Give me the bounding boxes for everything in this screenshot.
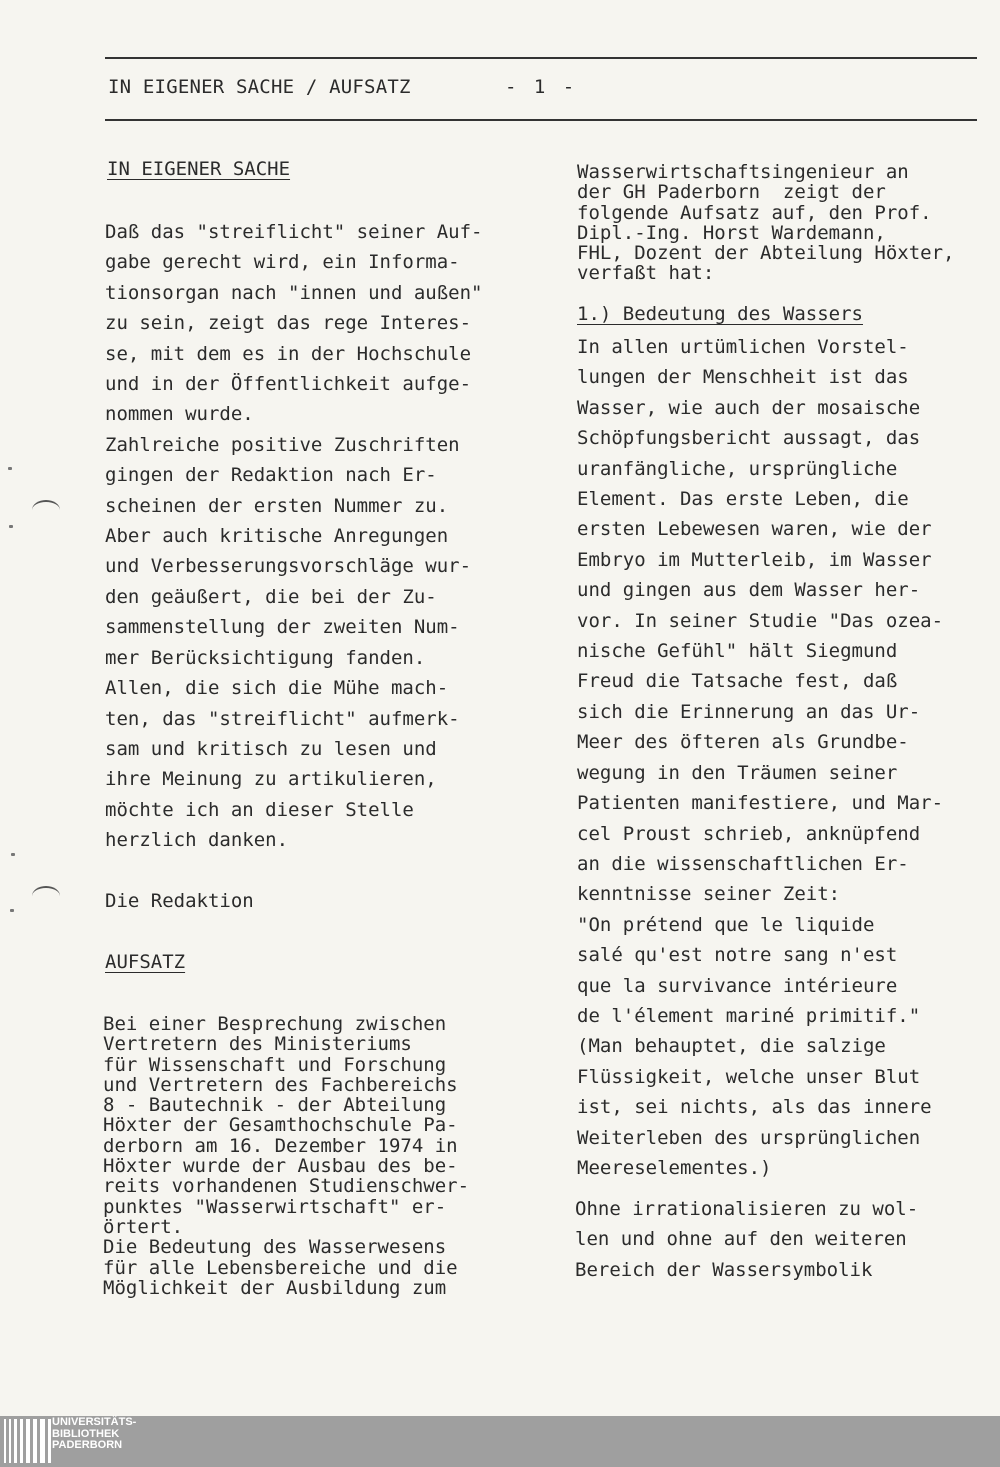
article-closing: Ohne irrationalisieren zu wol- len und ohne auf den weiteren Bereich der Wassersymbolik <box>575 1198 919 1281</box>
header-rule-top <box>105 57 977 59</box>
punch-hole-upper <box>32 500 60 520</box>
page-number: - 1 - <box>505 76 578 98</box>
punch-hole-lower <box>32 886 60 906</box>
article-subheading: 1.) Bedeutung des Wassers <box>577 303 863 325</box>
signature: Die Redaktion <box>105 890 254 912</box>
section-body-aufsatz: Bei einer Besprechung zwischen Vertretern des Ministeriums für Wissenschaft und Forschung und Vertretern des Fachbereichs 8 - Bautechnik - der Abteilung Höxter der Gesamthochschule Pa- derborn am 16. Dezember 1974 in Höxter wurde der Ausbau des be- reits vorhandenen Studienschwer- punktes "Wasserwirtschaft" er- örtert. Die Bedeutung des Wasserwesens für alle Lebensbereiche und die Möglichkeit der Ausbildung zum <box>103 1013 470 1299</box>
scan-speck <box>9 525 13 528</box>
section-heading-in-eigener-sache: IN EIGENER SACHE <box>107 158 291 180</box>
library-name: UNIVERSITÄTS- BIBLIOTHEK PADERBORN <box>52 1416 137 1451</box>
article-intro: Wasserwirtschaftsingenieur an der GH Paderborn zeigt der folgende Aufsatz auf, den Prof. Dipl.-Ing. Horst Wardemann, FHL, Dozent der Abteilung Höxter, verfaßt hat: <box>577 161 955 285</box>
section-heading-aufsatz: AUFSATZ <box>105 951 186 973</box>
scan-speck <box>8 467 12 470</box>
library-footer-bar <box>0 1416 1000 1467</box>
section-body-in-eigener-sache: Daß das "streiflicht" seiner Auf- gabe gerecht wird, ein Informa- tionsorgan nach "innen und außen" zu sein, zeigt das rege Interes- se, mit dem es in der Hochschule und in der Öffentlichkeit aufge- nommen wurde. Zahlreiche positive Zuschriften gingen der Redaktion nach Er- scheinen der ersten Nummer zu. Aber auch kritische Anregungen und Verbesserungsvorschläge wur- den geäußert, die bei der Zu- sammenstellung der zweiten Num- mer Berücksichtigung fanden. Allen, die sich die Mühe mach- ten, das "streiflicht" aufmerk- sam und kritisch zu lesen und ihre Meinung zu artikulieren, möchte ich an dieser Stelle herzlich danken. <box>105 221 483 852</box>
header-rule-bottom <box>105 119 977 121</box>
scan-speck <box>11 853 15 856</box>
page-header-title: IN EIGENER SACHE / AUFSATZ <box>108 76 411 98</box>
article-body: In allen urtümlichen Vorstel- lungen der Menschheit ist das Wasser, wie auch der mosaische Schöpfungsbericht aussagt, das uranfängliche, ursprüngliche Element. Das erste Leben, die ersten Lebewesen waren, wie der Embryo im Mutterleib, im Wasser und gingen aus dem Wasser her- vor. In seiner Studie "Das ozea- nische Gefühl" hält Siegmund Freud die Tatsache fest, daß sich die Erinnerung an das Ur- Meer des öfteren als Grundbe- wegung in den Träumen seiner Patienten manifestiere, und Mar- cel Proust schrieb, anknüpfend an die wissenschaftlichen Er- kenntnisse seiner Zeit: "On prétend que le liquide salé qu'est notre sang n'est que la survivance intérieure de l'élement mariné primitif." (Man behauptet, die salzige Flüssigkeit, welche unser Blut ist, sei nichts, als das innere Weiterleben des ursprünglichen Meereselementes.) <box>577 336 944 1179</box>
scan-speck <box>10 909 14 912</box>
library-logo-icon <box>4 1419 51 1463</box>
